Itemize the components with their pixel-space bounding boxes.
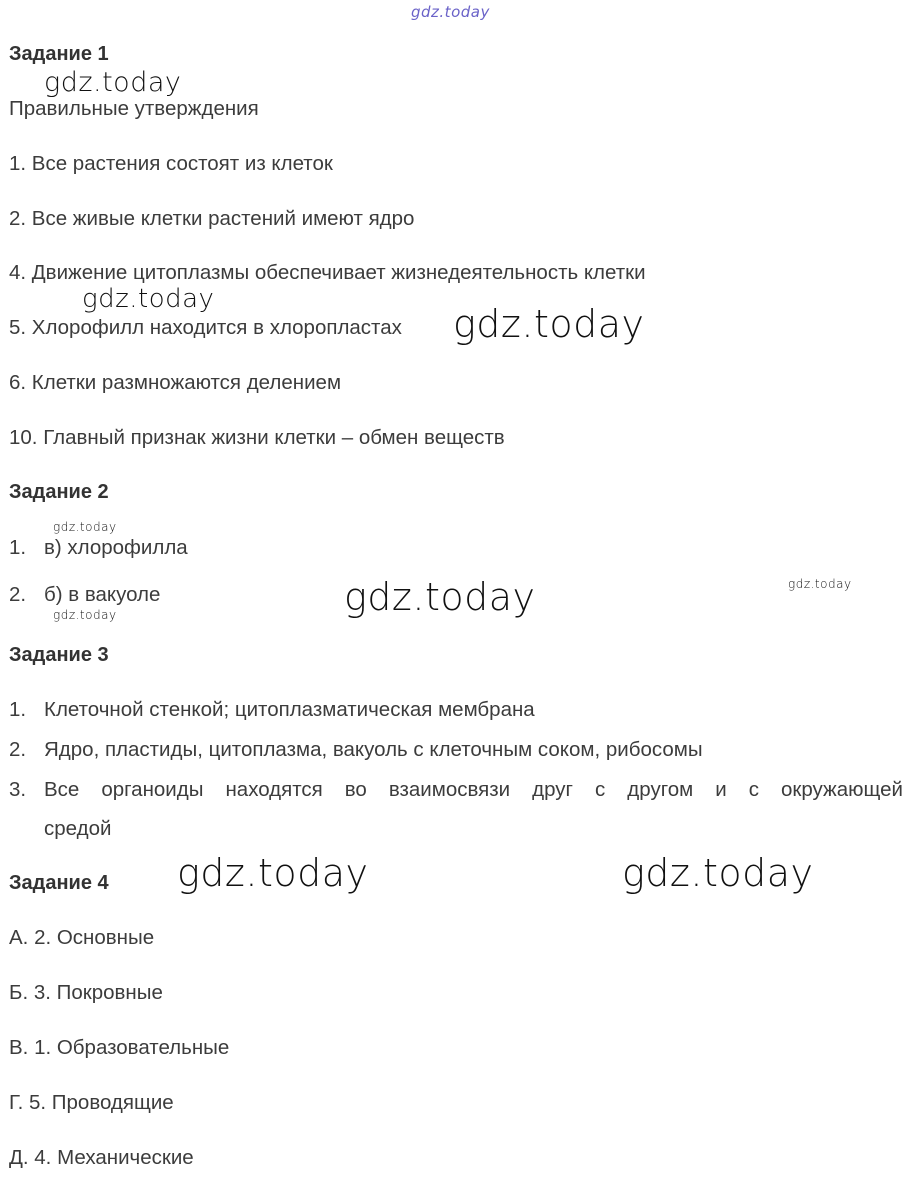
task4-item: Д. 4. Механические xyxy=(9,1146,194,1169)
task1-item: 6. Клетки размножаются делением xyxy=(9,371,342,394)
task3-title: Задание 3 xyxy=(9,644,109,666)
task3-item-text: Клеточной стенкой; цитоплазматическая мембрана xyxy=(44,698,535,721)
task4-item: Г. 5. Проводящие xyxy=(9,1091,174,1114)
task2-title: Задание 2 xyxy=(9,481,109,503)
watermark-3: gdz.today xyxy=(453,302,645,346)
task4-item: В. 1. Образовательные xyxy=(9,1036,230,1059)
task4-item: А. 2. Основные xyxy=(9,926,155,949)
task1-subtitle: Правильные утверждения xyxy=(9,97,259,120)
watermark-4: gdz.today xyxy=(53,520,117,534)
watermark-top: gdz.today xyxy=(411,3,490,21)
task3-item-text: Все органоиды находятся во взаимосвязи друг с другом и с окружающей xyxy=(44,778,903,801)
task3-item-number: 1. xyxy=(9,698,27,721)
watermark-6: gdz.today xyxy=(344,575,536,619)
task3-item-continuation: средой xyxy=(44,817,112,840)
task2-item xyxy=(0,536,600,562)
task1-item: 4. Движение цитоплазмы обеспечивает жизнедеятельность клетки xyxy=(9,261,646,284)
task2-item-number: 2. xyxy=(9,583,27,606)
watermark-9: gdz.today xyxy=(622,851,814,895)
task3-item xyxy=(0,698,900,724)
task3-item xyxy=(0,738,900,764)
watermark-1: gdz.today xyxy=(44,67,182,98)
watermark-7: gdz.today xyxy=(788,577,852,591)
watermark-2: gdz.today xyxy=(82,284,215,314)
task3-item xyxy=(0,778,905,804)
task3-item-number: 3. xyxy=(9,778,27,801)
task3-item-text: Ядро, пластиды, цитоплазма, вакуоль с клеточным соком, рибосомы xyxy=(44,738,703,761)
task1-item: 2. Все живые клетки растений имеют ядро xyxy=(9,207,415,230)
task3-item-number: 2. xyxy=(9,738,27,761)
task2-item-text: б) в вакуоле xyxy=(44,583,161,606)
watermark-5: gdz.today xyxy=(53,608,117,622)
task1-item: 1. Все растения состоят из клеток xyxy=(9,152,333,175)
watermark-8: gdz.today xyxy=(177,851,369,895)
task2-item-number: 1. xyxy=(9,536,27,559)
task2-item-text: в) хлорофилла xyxy=(44,536,188,559)
task1-item: 5. Хлорофилл находится в хлоропластах xyxy=(9,316,402,339)
task1-item: 10. Главный признак жизни клетки – обмен веществ xyxy=(9,426,505,449)
task4-item: Б. 3. Покровные xyxy=(9,981,163,1004)
task1-title: Задание 1 xyxy=(9,43,109,65)
task4-title: Задание 4 xyxy=(9,872,109,894)
